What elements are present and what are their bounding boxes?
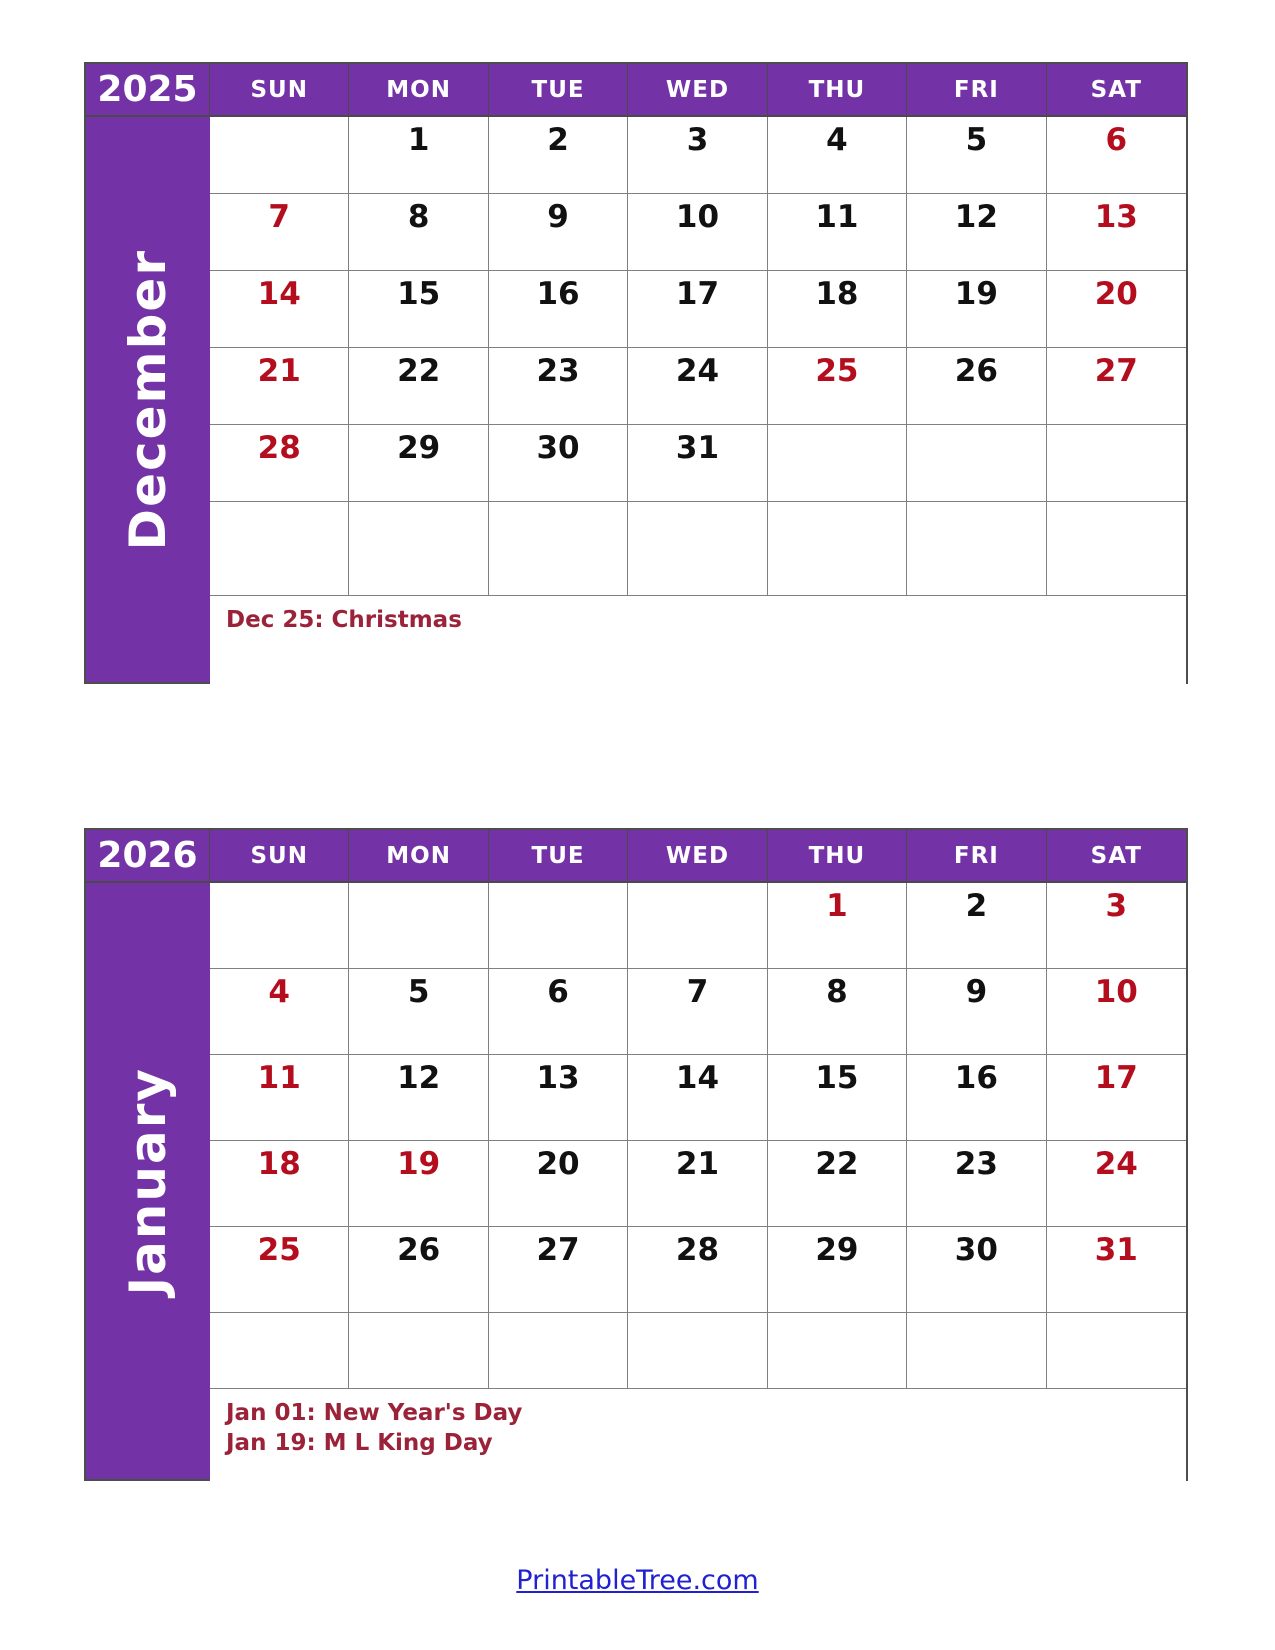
holiday-note: Jan 19: M L King Day xyxy=(226,1430,493,1457)
day-cell: 6 xyxy=(489,969,628,1055)
day-cell: 7 xyxy=(628,969,767,1055)
day-cell-empty xyxy=(628,502,767,596)
day-cell: 14 xyxy=(628,1055,767,1141)
holiday-note: Jan 01: New Year's Day xyxy=(226,1400,523,1426)
day-cell: 15 xyxy=(349,271,488,348)
day-cell: 30 xyxy=(489,425,628,502)
day-of-week-header: WED xyxy=(628,830,767,881)
day-cell: 11 xyxy=(210,1055,349,1141)
day-cell-empty xyxy=(907,1313,1046,1389)
day-cell: 2 xyxy=(489,117,628,194)
calendar-header-row xyxy=(86,64,1186,117)
day-cell: 28 xyxy=(210,425,349,502)
day-cell-empty xyxy=(907,502,1046,596)
day-cell: 13 xyxy=(1047,194,1186,271)
day-cell: 21 xyxy=(210,348,349,425)
day-cell: 8 xyxy=(349,194,488,271)
day-cell-empty xyxy=(907,425,1046,502)
calendar-header-row xyxy=(86,830,1186,883)
day-cell-empty xyxy=(489,883,628,969)
day-cell: 27 xyxy=(489,1227,628,1313)
day-cell-empty xyxy=(768,1313,907,1389)
day-of-week-header: MON xyxy=(349,64,488,115)
day-cell: 7 xyxy=(210,194,349,271)
day-of-week-header: THU xyxy=(768,64,907,115)
day-cell: 23 xyxy=(907,1141,1046,1227)
day-cell-empty xyxy=(489,1313,628,1389)
calendar-december-2025 xyxy=(84,62,1188,684)
day-cell: 18 xyxy=(210,1141,349,1227)
day-cell-empty xyxy=(1047,425,1186,502)
day-of-week-header: SUN xyxy=(210,830,349,881)
day-cell-empty xyxy=(210,1313,349,1389)
day-of-week-header: WED xyxy=(628,64,767,115)
day-cell: 14 xyxy=(210,271,349,348)
day-cell-empty xyxy=(210,117,349,194)
month-sidebar xyxy=(86,883,210,1479)
day-cell: 26 xyxy=(349,1227,488,1313)
day-of-week-header: FRI xyxy=(907,830,1046,881)
day-cell: 9 xyxy=(489,194,628,271)
day-cell-empty xyxy=(489,502,628,596)
day-cell: 3 xyxy=(628,117,767,194)
day-cell: 10 xyxy=(628,194,767,271)
day-cell: 6 xyxy=(1047,117,1186,194)
day-cell: 2 xyxy=(907,883,1046,969)
day-cell: 17 xyxy=(1047,1055,1186,1141)
day-cell: 26 xyxy=(907,348,1046,425)
day-cell: 13 xyxy=(489,1055,628,1141)
day-of-week-header: TUE xyxy=(489,64,628,115)
day-cell-empty xyxy=(349,1313,488,1389)
day-cell-empty xyxy=(628,1313,767,1389)
day-cell: 29 xyxy=(349,425,488,502)
day-cell-empty xyxy=(349,883,488,969)
day-cell: 11 xyxy=(768,194,907,271)
day-cell: 3 xyxy=(1047,883,1186,969)
day-cell: 4 xyxy=(768,117,907,194)
footer xyxy=(0,1565,1275,1596)
day-cell: 16 xyxy=(907,1055,1046,1141)
day-cell: 19 xyxy=(349,1141,488,1227)
day-cell-empty xyxy=(349,502,488,596)
day-cell-empty xyxy=(210,883,349,969)
day-cell: 22 xyxy=(349,348,488,425)
day-cell: 24 xyxy=(628,348,767,425)
day-cell: 1 xyxy=(768,883,907,969)
holiday-note: Dec 25: Christmas xyxy=(226,607,462,633)
day-cell-empty xyxy=(1047,1313,1186,1389)
holiday-notes-area xyxy=(210,596,1186,684)
day-of-week-header: SAT xyxy=(1090,76,1142,103)
day-cell-empty xyxy=(210,502,349,596)
day-cell: 27 xyxy=(1047,348,1186,425)
month-sidebar xyxy=(86,117,210,682)
day-cell: 20 xyxy=(1047,271,1186,348)
day-cell: 15 xyxy=(768,1055,907,1141)
date-grid xyxy=(210,117,1186,682)
day-cell: 20 xyxy=(489,1141,628,1227)
day-of-week-header: MON xyxy=(349,830,488,881)
day-cell: 21 xyxy=(628,1141,767,1227)
day-of-week-header: SUN xyxy=(210,64,349,115)
holiday-notes-area xyxy=(210,1389,1186,1482)
day-cell: 19 xyxy=(907,271,1046,348)
day-cell: 30 xyxy=(907,1227,1046,1313)
day-cell: 5 xyxy=(349,969,488,1055)
day-cell: 12 xyxy=(907,194,1046,271)
day-cell: 4 xyxy=(210,969,349,1055)
day-cell: 28 xyxy=(628,1227,767,1313)
day-cell: 5 xyxy=(907,117,1046,194)
year-label: 2025 xyxy=(86,64,210,115)
day-of-week-header: THU xyxy=(768,830,907,881)
day-cell: 31 xyxy=(628,425,767,502)
date-grid xyxy=(210,883,1186,1479)
day-cell: 9 xyxy=(907,969,1046,1055)
day-cell: 22 xyxy=(768,1141,907,1227)
day-cell-empty xyxy=(628,883,767,969)
day-cell: 25 xyxy=(768,348,907,425)
day-cell: 8 xyxy=(768,969,907,1055)
day-cell: 24 xyxy=(1047,1141,1186,1227)
day-cell: 23 xyxy=(489,348,628,425)
printabletree-link[interactable]: PrintableTree.com xyxy=(516,1565,759,1596)
day-cell: 10 xyxy=(1047,969,1186,1055)
day-cell: 18 xyxy=(768,271,907,348)
calendar-january-2026 xyxy=(84,828,1188,1481)
day-cell: 25 xyxy=(210,1227,349,1313)
month-label: December xyxy=(119,248,177,551)
year-label: 2026 xyxy=(86,830,210,881)
day-cell: 1 xyxy=(349,117,488,194)
day-of-week-header: SAT xyxy=(1090,842,1142,869)
day-cell-empty xyxy=(1047,502,1186,596)
day-cell-empty xyxy=(768,425,907,502)
day-cell: 12 xyxy=(349,1055,488,1141)
day-cell: 31 xyxy=(1047,1227,1186,1313)
day-of-week-header: TUE xyxy=(489,830,628,881)
day-cell: 17 xyxy=(628,271,767,348)
day-cell: 16 xyxy=(489,271,628,348)
day-of-week-header: FRI xyxy=(907,64,1046,115)
day-cell-empty xyxy=(768,502,907,596)
day-cell: 29 xyxy=(768,1227,907,1313)
month-label: January xyxy=(119,1066,177,1296)
